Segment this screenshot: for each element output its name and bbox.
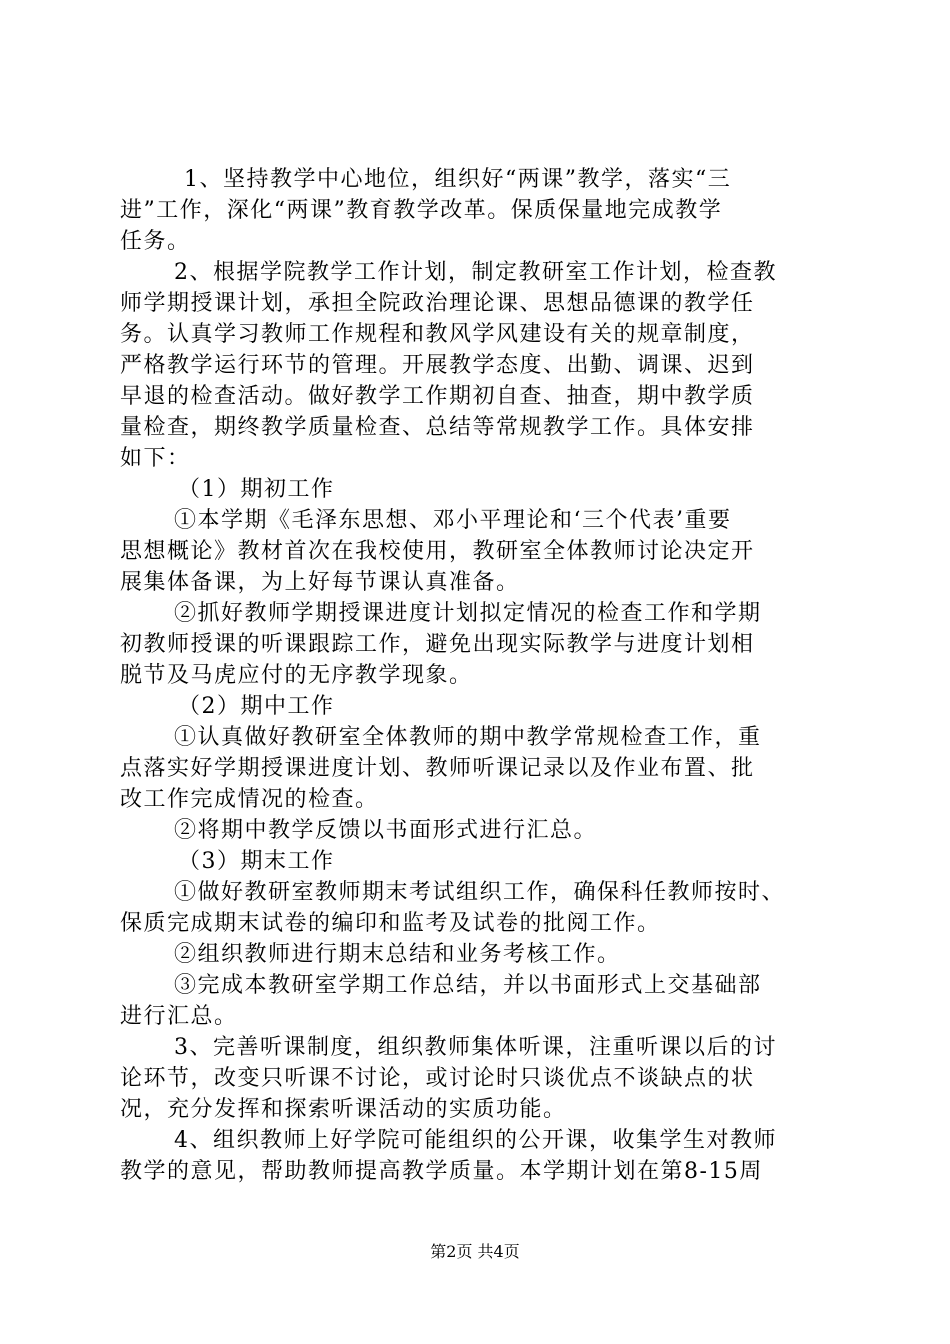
text-line: 1、坚持教学中心地位，组织好“两课”教学，落实“三: [184, 167, 732, 192]
text-line: 量检查，期终教学质量检查、总结等常规教学工作。具体安排: [120, 415, 755, 440]
text-line: ①本学期《毛泽东思想、邓小平理论和‘三个代表’重要: [174, 508, 732, 533]
text-line: 早退的检查活动。做好教学工作期初自查、抽查，期中教学质: [120, 384, 755, 409]
section-heading: （3）期末工作: [178, 849, 335, 874]
page-footer: 第2页 共4页: [430, 1242, 520, 1261]
text-line: 改工作完成情况的检查。: [120, 787, 379, 812]
text-line: 进”工作，深化“两课”教育教学改革。保质保量地完成教学: [120, 198, 723, 223]
text-line: ①做好教研室教师期末考试组织工作，确保科任教师按时、: [174, 880, 786, 905]
text-line: 教学的意见，帮助教师提高教学质量。本学期计划在第8-15周: [120, 1159, 763, 1184]
text-line: 进行汇总。: [120, 1004, 238, 1029]
text-line: 师学期授课计划，承担全院政治理论课、思想品德课的教学任: [120, 291, 755, 316]
text-line: 思想概论》教材首次在我校使用，教研室全体教师讨论决定开: [120, 539, 755, 564]
text-line: 任务。: [120, 229, 191, 254]
text-line: 点落实好学期授课进度计划、教师听课记录以及作业布置、批: [120, 756, 755, 781]
text-line: 务。认真学习教师工作规程和教风学风建设有关的规章制度，: [120, 322, 755, 347]
text-line: ②组织教师进行期末总结和业务考核工作。: [174, 942, 621, 967]
text-line: 2、根据学院教学工作计划，制定教研室工作计划，检查教: [174, 260, 777, 285]
text-line: ①认真做好教研室全体教师的期中教学常规检查工作，重: [174, 725, 762, 750]
text-line: ②抓好教师学期授课进度计划拟定情况的检查工作和学期: [174, 601, 762, 626]
text-line: 3、完善听课制度，组织教师集体听课，注重听课以后的讨: [174, 1035, 777, 1060]
text-line: 论环节，改变只听课不讨论，或讨论时只谈优点不谈缺点的状: [120, 1066, 755, 1091]
text-line: ②将期中教学反馈以书面形式进行汇总。: [174, 818, 598, 843]
text-line: 如下：: [120, 446, 191, 471]
text-line: 严格教学运行环节的管理。开展教学态度、出勤、调课、迟到: [120, 353, 755, 378]
text-line: 初教师授课的听课跟踪工作，避免出现实际教学与进度计划相: [120, 632, 755, 657]
text-line: 况，充分发挥和探索听课活动的实质功能。: [120, 1097, 567, 1122]
section-heading: （1）期初工作: [178, 477, 335, 502]
text-line: 脱节及马虎应付的无序教学现象。: [120, 663, 473, 688]
text-line: 4、组织教师上好学院可能组织的公开课，收集学生对教师: [174, 1128, 777, 1153]
text-line: 展集体备课，为上好每节课认真准备。: [120, 570, 520, 595]
text-line: 保质完成期末试卷的编印和监考及试卷的批阅工作。: [120, 911, 661, 936]
section-heading: （2）期中工作: [178, 694, 335, 719]
text-line: ③完成本教研室学期工作总结，并以书面形式上交基础部: [174, 973, 762, 998]
